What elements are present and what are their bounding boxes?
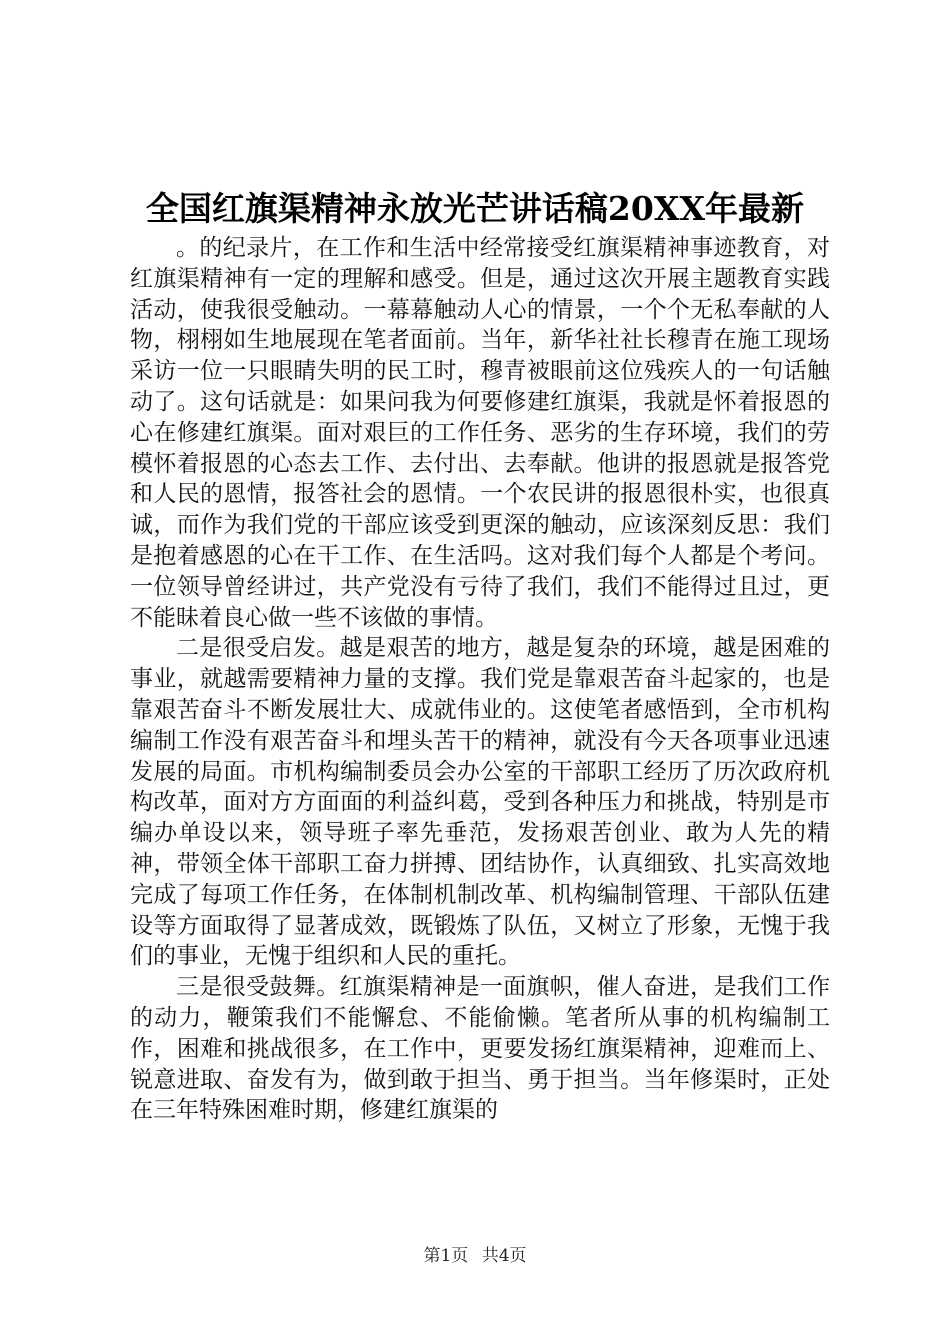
page-total: 共4页 (481, 1246, 527, 1266)
page-number: 第1页 (423, 1246, 469, 1266)
paragraph-1: 。的纪录片，在工作和生活中经常接受红旗渠精神事迹教育，对红旗渠精神有一定的理解和感受。但是，通过这次开展主题教育实践活动，使我很受触动。一幕幕触动人心的情景，一个个无私奉献的人物，栩栩如生地展现在笔者面前。当年，新华社社长穆青在施工现场采访一位一只眼睛失明的民工时，穆青被眼前这位残疾人的一句话触动了。这句话就是：如果问我为何要修建红旗渠，我就是怀着报恩的心在修建红旗渠。面对艰巨的工作任务、恶劣的生存环境，我们的劳模怀着报恩的心态去工作、去付出、去奉献。他讲的报恩就是报答党和人民的恩情，报答社会的恩情。一个农民讲的报恩很朴实，也很真诚，而作为我们党的干部应该受到更深的触动，应该深刻反思：我们是抱着感恩的心在干工作、在生活吗。这对我们每个人都是个考问。一位领导曾经讲过，共产党没有亏待了我们，我们不能得过且过，更不能昧着良心做一些不该做的事情。 (130, 235, 830, 631)
document-body (130, 233, 830, 1126)
document-title: 全国红旗渠精神永放光芒讲话稿20XX年最新 (145, 189, 805, 228)
paragraph-3: 三是很受鼓舞。红旗渠精神是一面旗帜，催人奋进，是我们工作的动力，鞭策我们不能懈怠、不能偷懒。笔者所从事的机构编制工作，困难和挑战很多，在工作中，更要发扬红旗渠精神，迎难而上、锐意进取、奋发有为，做到敢于担当、勇于担当。当年修渠时，正处在三年特殊困难时期，修建红旗渠的 (130, 974, 830, 1124)
paragraph-2: 二是很受启发。越是艰苦的地方，越是复杂的环境，越是困难的事业，就越需要精神力量的支撑。我们党是靠艰苦奋斗起家的，也是靠艰苦奋斗不断发展壮大、成就伟业的。这使笔者感悟到，全市机构编制工作没有艰苦奋斗和埋头苦干的精神，就没有今天各项事业迅速发展的局面。市机构编制委员会办公室的干部职工经历了历次政府机构改革，面对方方面面的利益纠葛，受到各种压力和挑战，特别是市编办单设以来，领导班子率先垂范，发扬艰苦创业、敢为人先的精神，带领全体干部职工奋力拼搏、团结协作，认真细致、扎实高效地完成了每项工作任务，在体制机制改革、机构编制管理、干部队伍建设等方面取得了显著成效，既锻炼了队伍，又树立了形象，无愧于我们的事业，无愧于组织和人民的重托。 (130, 635, 830, 970)
page-footer (0, 1244, 950, 1268)
